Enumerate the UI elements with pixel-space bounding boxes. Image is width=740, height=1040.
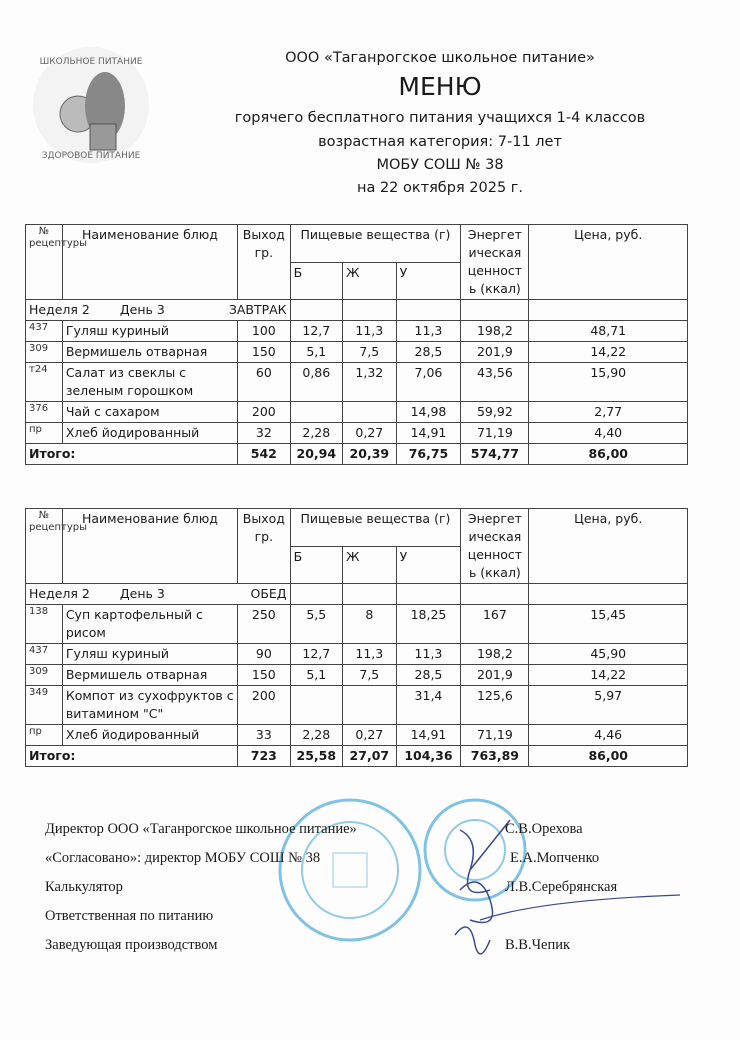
energy: 71,19 bbox=[461, 725, 529, 746]
recipe-number: пр bbox=[26, 423, 63, 444]
empty-cell bbox=[396, 300, 461, 321]
col-recipe-number: № рецептуры bbox=[26, 225, 63, 300]
signature-role-director: Директор ООО «Таганрогское школьное питание» bbox=[45, 821, 357, 837]
carbs: 31,4 bbox=[396, 686, 461, 725]
protein: 12,7 bbox=[290, 321, 342, 342]
total-energy: 574,77 bbox=[461, 444, 529, 465]
svg-text:ЗДОРОВОЕ ПИТАНИЕ: ЗДОРОВОЕ ПИТАНИЕ bbox=[41, 151, 141, 161]
yield: 90 bbox=[238, 644, 290, 665]
empty-cell bbox=[396, 584, 461, 605]
protein: 12,7 bbox=[290, 644, 342, 665]
protein bbox=[290, 686, 342, 725]
table-row bbox=[26, 363, 688, 402]
fat: 7,5 bbox=[343, 342, 397, 363]
price: 14,22 bbox=[529, 342, 688, 363]
dish-name: Хлеб йодированный bbox=[62, 725, 237, 746]
energy: 201,9 bbox=[461, 665, 529, 686]
total-carbs: 104,36 bbox=[396, 746, 461, 767]
table-row bbox=[26, 605, 688, 644]
empty-cell bbox=[343, 584, 397, 605]
carbs: 11,3 bbox=[396, 644, 461, 665]
yield: 33 bbox=[238, 725, 290, 746]
carbs: 14,91 bbox=[396, 725, 461, 746]
meal-label: ОБЕД bbox=[250, 586, 287, 601]
total-protein: 20,94 bbox=[290, 444, 342, 465]
total-fat: 20,39 bbox=[343, 444, 397, 465]
energy: 125,6 bbox=[461, 686, 529, 725]
signature-role-calculator: Калькулятор bbox=[45, 879, 123, 895]
signature-name-director: С.В.Орехова bbox=[505, 821, 583, 837]
dish-name: Гуляш куриный bbox=[62, 644, 237, 665]
table-row bbox=[26, 686, 688, 725]
table-row bbox=[26, 402, 688, 423]
dish-name: Компот из сухофруктов с витамином "С" bbox=[62, 686, 237, 725]
week-label: Неделя 2 bbox=[29, 586, 90, 601]
fat: 11,3 bbox=[343, 644, 397, 665]
day-label: День 3 bbox=[119, 302, 165, 317]
logo-school-nutrition bbox=[30, 44, 152, 166]
total-price: 86,00 bbox=[529, 746, 688, 767]
org-name: ООО «Таганрогское школьное питание» bbox=[285, 50, 595, 66]
col-fat: Ж bbox=[343, 546, 397, 584]
subtitle: горячего бесплатного питания учащихся 1-4 классов bbox=[234, 110, 646, 126]
protein: 5,5 bbox=[290, 605, 342, 644]
col-energy: Энергетическая ценность (ккал) bbox=[461, 509, 529, 584]
dish-name: Гуляш куриный bbox=[62, 321, 237, 342]
energy: 198,2 bbox=[461, 644, 529, 665]
yield: 200 bbox=[238, 402, 290, 423]
age-category: возрастная категория: 7-11 лет bbox=[318, 134, 562, 150]
recipe-number: 437 bbox=[26, 321, 63, 342]
carbs: 7,06 bbox=[396, 363, 461, 402]
col-fat: Ж bbox=[343, 262, 397, 300]
week-day-meal-row bbox=[26, 584, 688, 605]
recipe-number: пр bbox=[26, 725, 63, 746]
recipe-number: 376 bbox=[26, 402, 63, 423]
table-row bbox=[26, 644, 688, 665]
dish-name: Вермишель отварная bbox=[62, 342, 237, 363]
yield: 250 bbox=[238, 605, 290, 644]
meal-label: ЗАВТРАК bbox=[228, 302, 287, 317]
col-energy: Энергетическая ценность (ккал) bbox=[461, 225, 529, 300]
dish-name: Чай с сахаром bbox=[62, 402, 237, 423]
energy: 43,56 bbox=[461, 363, 529, 402]
energy: 201,9 bbox=[461, 342, 529, 363]
week-day-meal-row bbox=[26, 300, 688, 321]
header-row bbox=[26, 509, 688, 547]
signature-role-school-director: «Согласовано»: директор МОБУ СОШ № 38 bbox=[45, 850, 321, 866]
carbs: 11,3 bbox=[396, 321, 461, 342]
recipe-number: 349 bbox=[26, 686, 63, 725]
fat: 7,5 bbox=[343, 665, 397, 686]
col-nutrients: Пищевые вещества (г) bbox=[290, 225, 461, 263]
recipe-number: 309 bbox=[26, 342, 63, 363]
table-row bbox=[26, 423, 688, 444]
table-row bbox=[26, 665, 688, 686]
official-stamp bbox=[275, 795, 425, 945]
energy: 198,2 bbox=[461, 321, 529, 342]
price: 4,46 bbox=[529, 725, 688, 746]
col-price: Цена, руб. bbox=[529, 225, 688, 300]
total-row bbox=[26, 444, 688, 465]
col-recipe-number: № рецептуры bbox=[26, 509, 63, 584]
yield: 100 bbox=[238, 321, 290, 342]
week-label: Неделя 2 bbox=[29, 302, 90, 317]
signature-role-nutrition-officer: Ответственная по питанию bbox=[45, 908, 214, 924]
price: 2,77 bbox=[529, 402, 688, 423]
protein: 5,1 bbox=[290, 665, 342, 686]
col-nutrients: Пищевые вещества (г) bbox=[290, 509, 461, 547]
recipe-number: т24 bbox=[26, 363, 63, 402]
recipe-number: 309 bbox=[26, 665, 63, 686]
total-price: 86,00 bbox=[529, 444, 688, 465]
fat: 1,32 bbox=[343, 363, 397, 402]
header-row bbox=[26, 225, 688, 263]
total-fat: 27,07 bbox=[343, 746, 397, 767]
carbs: 14,98 bbox=[396, 402, 461, 423]
yield: 150 bbox=[238, 665, 290, 686]
week-day-meal-label bbox=[26, 584, 291, 605]
empty-cell bbox=[290, 300, 342, 321]
price: 4,40 bbox=[529, 423, 688, 444]
empty-cell bbox=[290, 584, 342, 605]
fat: 8 bbox=[343, 605, 397, 644]
energy: 167 bbox=[461, 605, 529, 644]
carbs: 14,91 bbox=[396, 423, 461, 444]
signature-name-production-head: В.В.Чепик bbox=[505, 937, 571, 953]
school-name: МОБУ СОШ № 38 bbox=[376, 157, 504, 173]
table-row bbox=[26, 725, 688, 746]
total-yield: 723 bbox=[238, 746, 290, 767]
signature-name-school-director: Е.А.Мопченко bbox=[510, 850, 600, 866]
total-label: Итого: bbox=[26, 444, 238, 465]
protein: 0,86 bbox=[290, 363, 342, 402]
table-row bbox=[26, 342, 688, 363]
dish-name: Суп картофельный с рисом bbox=[62, 605, 237, 644]
dish-name: Вермишель отварная bbox=[62, 665, 237, 686]
total-protein: 25,58 bbox=[290, 746, 342, 767]
recipe-number: 138 bbox=[26, 605, 63, 644]
col-carbs: У bbox=[396, 546, 461, 584]
signature-role-production-head: Заведующая производством bbox=[45, 937, 218, 953]
fat: 11,3 bbox=[343, 321, 397, 342]
fat: 0,27 bbox=[343, 423, 397, 444]
price: 5,97 bbox=[529, 686, 688, 725]
carbs: 18,25 bbox=[396, 605, 461, 644]
energy: 71,19 bbox=[461, 423, 529, 444]
svg-text:ШКОЛЬНОЕ ПИТАНИЕ: ШКОЛЬНОЕ ПИТАНИЕ bbox=[39, 57, 143, 67]
price: 48,71 bbox=[529, 321, 688, 342]
carbs: 28,5 bbox=[396, 342, 461, 363]
breakfast-menu-table bbox=[25, 224, 688, 465]
col-yield: Выход гр. bbox=[238, 509, 290, 584]
yield: 150 bbox=[238, 342, 290, 363]
yield: 60 bbox=[238, 363, 290, 402]
protein: 2,28 bbox=[290, 725, 342, 746]
fat: 0,27 bbox=[343, 725, 397, 746]
col-yield: Выход гр. bbox=[238, 225, 290, 300]
day-label: День 3 bbox=[119, 586, 165, 601]
col-protein: Б bbox=[290, 546, 342, 584]
col-protein: Б bbox=[290, 262, 342, 300]
price: 45,90 bbox=[529, 644, 688, 665]
price: 15,45 bbox=[529, 605, 688, 644]
empty-cell bbox=[529, 300, 688, 321]
empty-cell bbox=[461, 300, 529, 321]
dish-name: Хлеб йодированный bbox=[62, 423, 237, 444]
protein bbox=[290, 402, 342, 423]
col-dish-name: Наименование блюд bbox=[62, 225, 237, 300]
col-price: Цена, руб. bbox=[529, 509, 688, 584]
protein: 5,1 bbox=[290, 342, 342, 363]
dish-name: Салат из свеклы с зеленым горошком bbox=[62, 363, 237, 402]
fat bbox=[343, 686, 397, 725]
total-label: Итого: bbox=[26, 746, 238, 767]
col-dish-name: Наименование блюд bbox=[62, 509, 237, 584]
price: 15,90 bbox=[529, 363, 688, 402]
carbs: 28,5 bbox=[396, 665, 461, 686]
total-yield: 542 bbox=[238, 444, 290, 465]
empty-cell bbox=[461, 584, 529, 605]
protein: 2,28 bbox=[290, 423, 342, 444]
menu-date: на 22 октября 2025 г. bbox=[356, 180, 524, 196]
total-energy: 763,89 bbox=[461, 746, 529, 767]
total-row bbox=[26, 746, 688, 767]
table-row bbox=[26, 321, 688, 342]
empty-cell bbox=[529, 584, 688, 605]
energy: 59,92 bbox=[461, 402, 529, 423]
total-carbs: 76,75 bbox=[396, 444, 461, 465]
empty-cell bbox=[343, 300, 397, 321]
signature-name-calculator: Л.В.Серебрянская bbox=[505, 879, 618, 895]
document-title: МЕНЮ bbox=[398, 72, 482, 101]
week-day-meal-label bbox=[26, 300, 291, 321]
col-carbs: У bbox=[396, 262, 461, 300]
yield: 200 bbox=[238, 686, 290, 725]
lunch-menu-table bbox=[25, 508, 688, 767]
recipe-number: 437 bbox=[26, 644, 63, 665]
yield: 32 bbox=[238, 423, 290, 444]
fat bbox=[343, 402, 397, 423]
price: 14,22 bbox=[529, 665, 688, 686]
